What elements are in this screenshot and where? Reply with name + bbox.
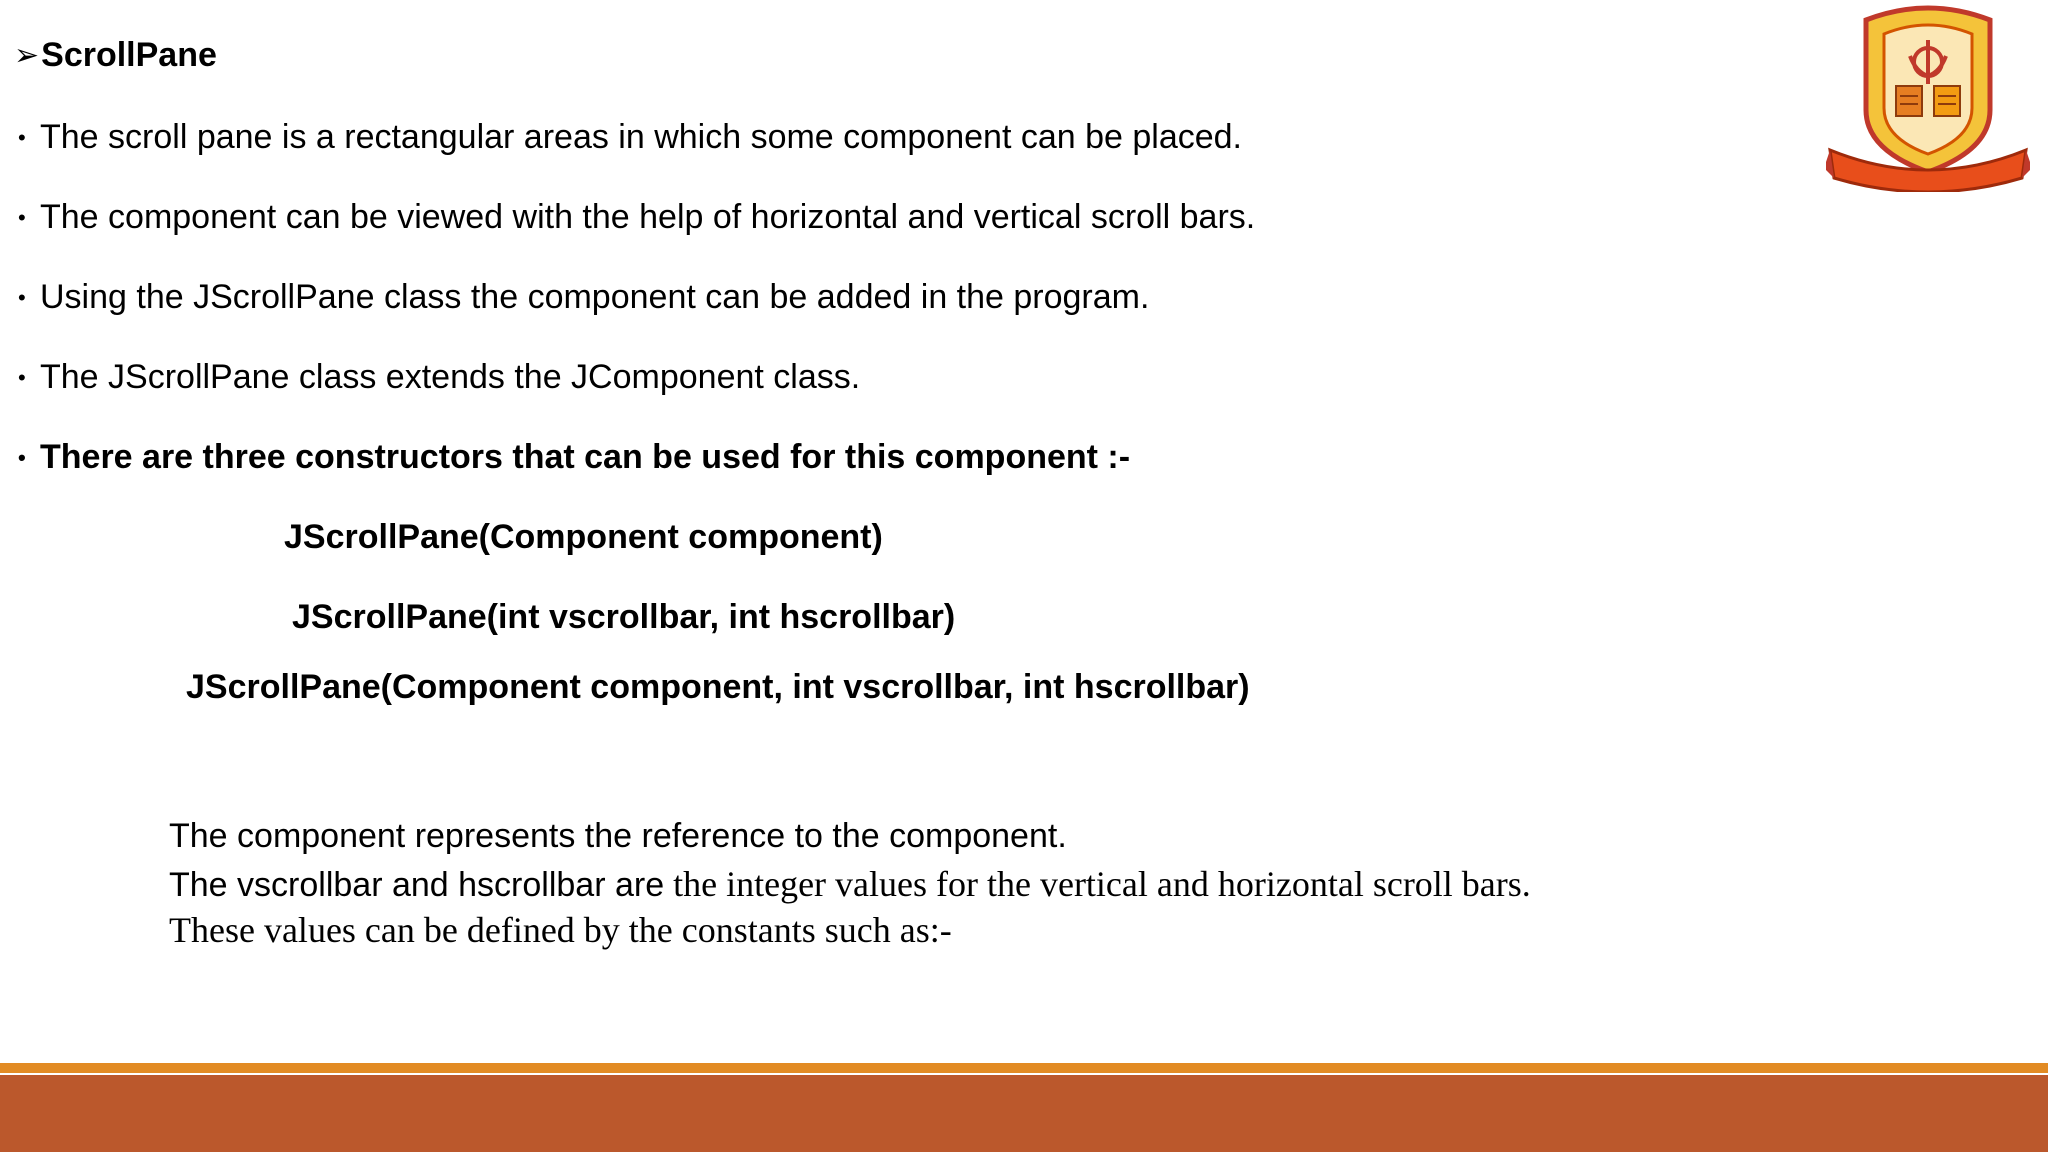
footer-accent-line [0, 1063, 2048, 1073]
paragraph-line-serif-part: the integer values for the vertical and horizontal scroll bars. [664, 864, 1531, 904]
bullet-item [18, 358, 860, 397]
arrow-bullet-icon: ➢ [14, 39, 40, 72]
constructor-signature: JScrollPane(Component component, int vscrollbar, int hscrollbar) [186, 668, 1250, 706]
bullet-text: The scroll pane is a rectangular areas in which some component can be placed. [40, 118, 1243, 156]
paragraph-line [169, 863, 1531, 905]
trust-logo-icon [1826, 0, 2030, 192]
paragraph-line: These values can be defined by the constants such as:- [169, 910, 952, 950]
paragraph-line-sans-part: The vscrollbar and hscrollbar are [169, 866, 665, 904]
bullet-dot-icon: • [18, 444, 26, 470]
footer-bar [0, 1075, 2048, 1152]
bullet-item [18, 118, 1242, 157]
bullet-text: The JScrollPane class extends the JComponent class. [40, 358, 861, 396]
slide-title: ScrollPane [41, 36, 217, 74]
bullet-dot-icon: • [18, 364, 26, 390]
bullet-text: The component can be viewed with the help of horizontal and vertical scroll bars. [40, 198, 1256, 236]
bullet-dot-icon: • [18, 124, 26, 150]
bullet-item [18, 438, 1130, 477]
bullet-dot-icon: • [18, 284, 26, 310]
bullet-item [18, 198, 1255, 237]
constructor-signature: JScrollPane(int vscrollbar, int hscrollbar) [292, 598, 956, 636]
bullet-text: There are three constructors that can be used for this component :- [40, 438, 1131, 476]
paragraph-line: The component represents the reference to the component. [169, 817, 1067, 855]
bullet-item [18, 278, 1149, 317]
bullet-dot-icon: • [18, 204, 26, 230]
bullet-text: Using the JScrollPane class the component can be added in the program. [40, 278, 1150, 316]
slide-heading [14, 36, 217, 75]
constructor-signature: JScrollPane(Component component) [284, 518, 883, 556]
